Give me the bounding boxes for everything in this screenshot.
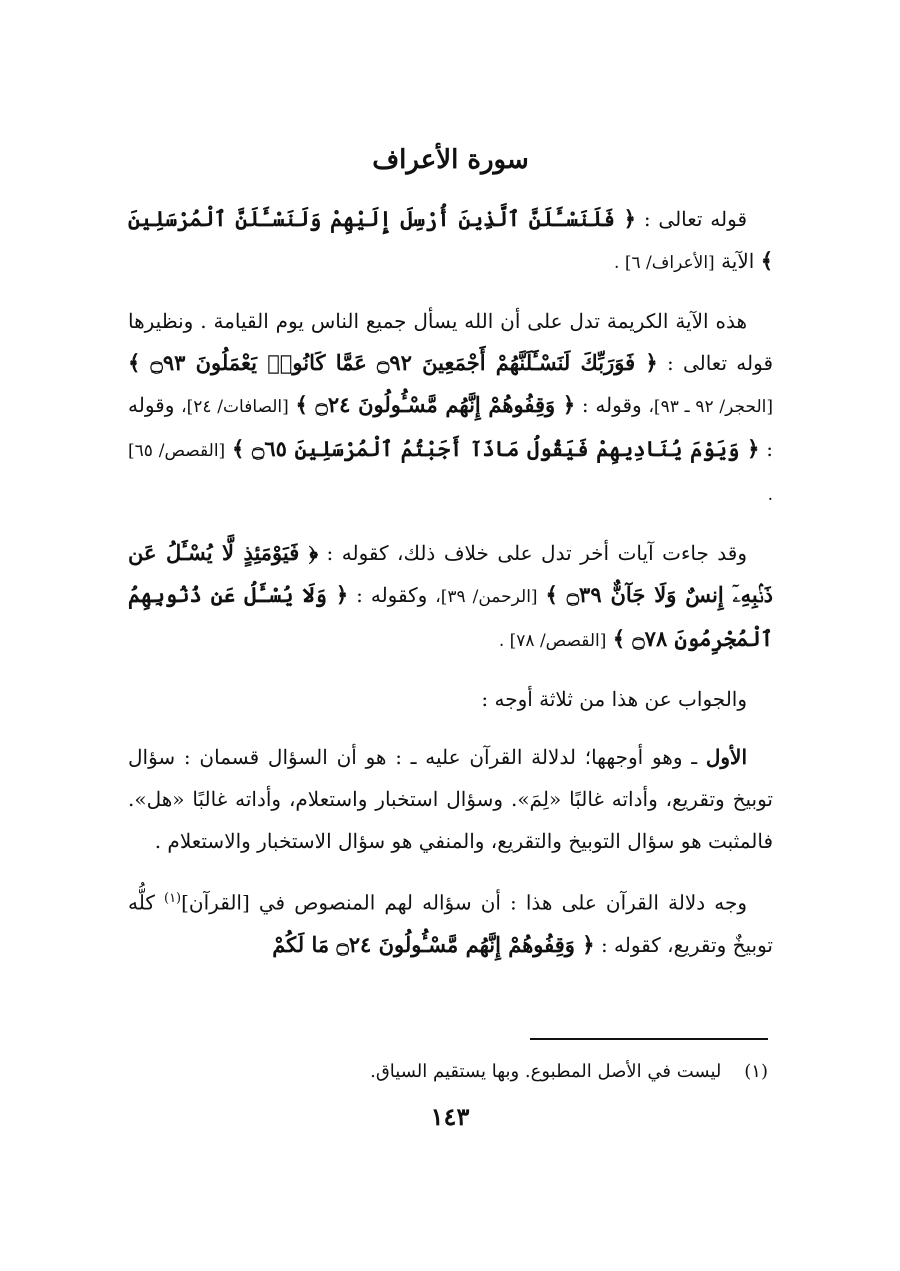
- page-body: [128, 140, 773, 982]
- quran-verse: ﴿ فَوَرَبِّكَ لَنَسْـَٔلَنَّهُمْ أَجْمَعِينَ ۝٩٢ عَمَّا كَانُوا۟ يَعْمَلُونَ ۝٩٣ ﴾: [128, 350, 658, 375]
- paragraph-6: [128, 878, 773, 966]
- page-title: سورة الأعراف: [372, 145, 529, 175]
- quran-verse: ﴿ وَقِفُوهُمْ إِنَّهُم مَّسْـُٔولُونَ ۝٢٤ ﴾: [295, 392, 576, 417]
- body-text: ـ وهو أوجهها؛ لدلالة القرآن عليه ـ : هو أن السؤال قسمان : سؤال توبيخ وتقريع، وأداته غالبًا «لِمَ». وسؤال استخبار واستعلام، وأداته غالبًا «هل». فالمثبت هو سؤال التوبيخ والتقريع، والمنفي هو سؤال الاستخبار والاستعلام .: [128, 745, 773, 853]
- verse-reference: [الصافات/ ٢٤]،: [181, 397, 289, 417]
- verse-reference: [الحجر/ ٩٢ ـ ٩٣]،: [648, 397, 774, 417]
- body-text: وكقوله :: [356, 583, 428, 607]
- body-text: وجه دلالة القرآن على هذا : أن سؤاله لهم المنصوص في [القرآن]: [181, 890, 748, 915]
- quran-verse: ﴿ فَيَوْمَئِذٍ لَّا يُسْـَٔلُ عَن ذَنۢبِهِۦٓ إِنسٌ وَلَا جَآنٌّ ۝٣٩ ﴾: [128, 540, 773, 607]
- paragraph-1: [128, 198, 773, 284]
- footnote-text: ليست في الأصل المطبوع. وبها يستقيم السياق.: [370, 1061, 722, 1082]
- quran-verse: ﴿ وَقِفُوهُمْ إِنَّهُم مَّسْـُٔولُونَ ۝٢٤ مَا لَكُمْ: [272, 931, 595, 957]
- verse-reference: [القصص/ ٧٨] .: [498, 631, 607, 651]
- tail-text: الآية: [721, 249, 755, 273]
- body-text: هذه الآية الكريمة تدل على أن الله يسأل جميع الناس يوم القيامة . ونظيرها قوله تعالى :: [128, 309, 773, 375]
- footnote-marker: (١): [163, 891, 182, 906]
- intro-text: قوله تعالى :: [643, 207, 748, 231]
- footnote-number: (١): [744, 1061, 768, 1082]
- footnote-divider: [530, 1038, 768, 1040]
- quran-verse: ﴿ وَيَوْمَ يُنَادِيهِمْ فَيَقُولُ مَاذَآ أَجَبْتُمُ ٱلْمُرْسَلِينَ ۝٦٥ ﴾: [231, 436, 760, 461]
- footnote: [128, 1058, 768, 1086]
- first-answer-lead: الأول: [705, 745, 748, 769]
- quran-verse: ﴿ وَلَا يُسْـَٔلُ عَن ذُنُوبِهِمُ ٱلْمُجْرِمُونَ ۝٧٨ ﴾: [128, 582, 773, 651]
- verse-reference: [القصص/ ٦٥] .: [128, 441, 773, 505]
- body-text: وقوله :: [581, 393, 642, 417]
- verse-reference: [الأعراف/ ٦] .: [614, 253, 715, 273]
- paragraph-5: [128, 736, 773, 862]
- page-number: ١٤٣: [430, 1102, 470, 1131]
- verse-reference: [الرحمن/ ٣٩]،: [435, 587, 538, 607]
- body-text: وقد جاءت آيات أخر تدل على خلاف ذلك، كقوله :: [326, 541, 748, 565]
- body-text: كلُّه توبيخٌ وتقريع، كقوله :: [128, 890, 773, 957]
- body-text: وقوله :: [128, 393, 773, 461]
- paragraph-3: [128, 532, 773, 662]
- paragraph-2: [128, 300, 773, 516]
- quran-verse: ﴿ فَلَنَسْـَٔلَنَّ ٱلَّذِينَ أُرْسِلَ إِلَيْهِمْ وَلَنَسْـَٔلَنَّ ٱلْمُرْسَلِينَ ﴾: [128, 206, 773, 273]
- paragraph-4: والجواب عن هذا من ثلاثة أوجه :: [481, 687, 747, 711]
